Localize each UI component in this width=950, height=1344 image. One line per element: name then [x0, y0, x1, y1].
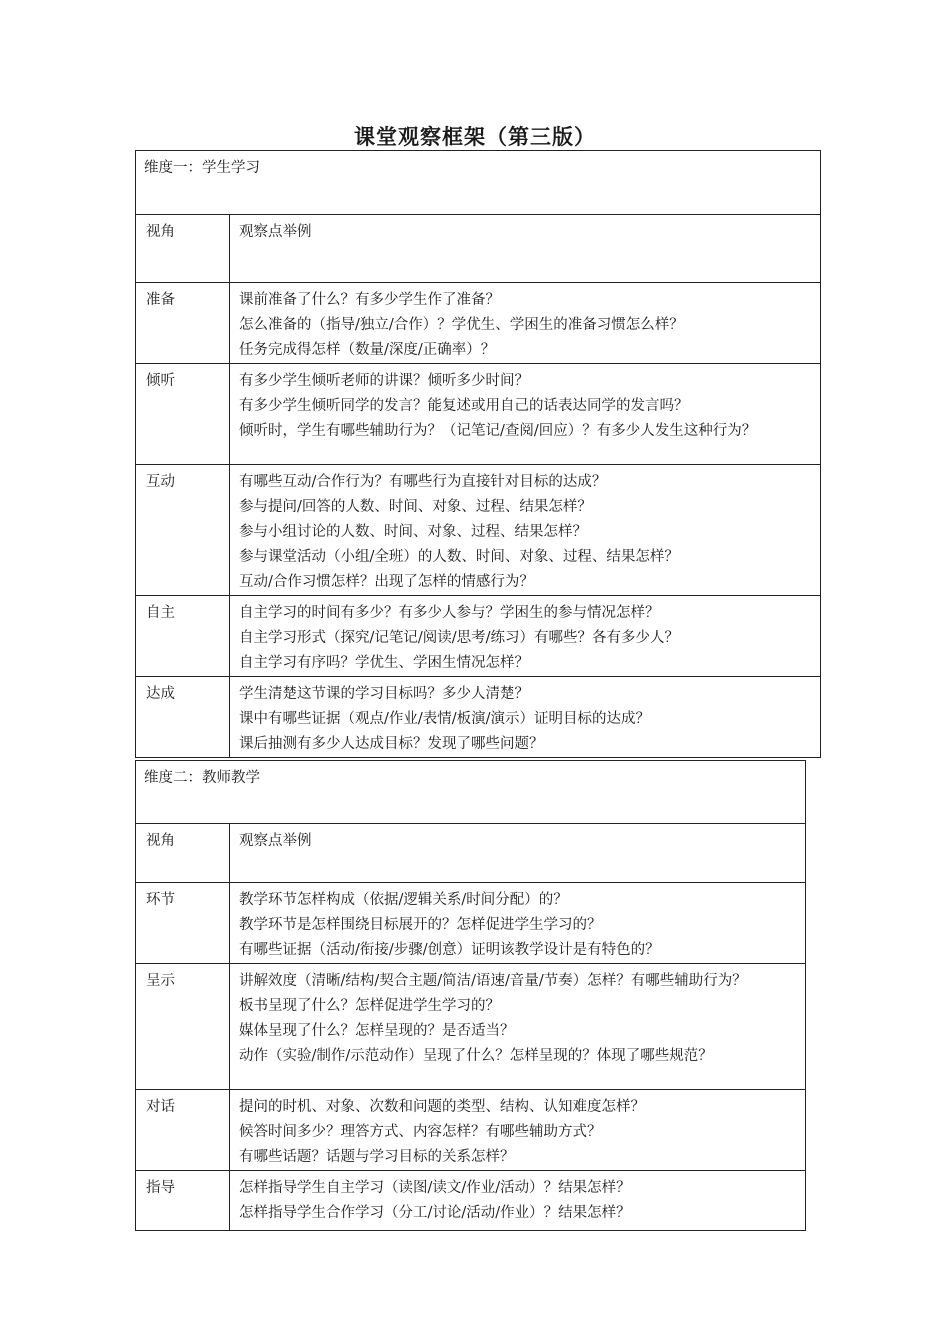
row-content [230, 964, 806, 1090]
observation-point: 有多少学生倾听同学的发言？能复述或用自己的话表达同学的发言吗？ [239, 398, 689, 414]
observation-point: 参与课堂活动（小组/全班）的人数、时间、对象、过程、结果怎样？ [239, 549, 679, 565]
observation-point: 教学环节是怎样围绕目标展开的？怎样促进学生学习的？ [239, 917, 602, 933]
observation-point: 怎么准备的（指导/独立/合作）？学优生、学困生的准备习惯怎么样？ [239, 317, 684, 333]
observation-point: 候答时间多少？理答方式、内容怎样？有哪些辅助方式？ [239, 1124, 602, 1140]
dimension-2-table [135, 760, 806, 1231]
table-row [136, 1090, 806, 1171]
observation-point: 有哪些互动/合作行为？有哪些行为直接针对目标的达成？ [239, 474, 607, 490]
observation-point: 倾听时，学生有哪些辅助行为？（记笔记/查阅/回应）？有多少人发生这种行为？ [239, 423, 757, 439]
observation-point: 参与小组讨论的人数、时间、对象、过程、结果怎样？ [239, 524, 587, 540]
perspective-header: 视角 [136, 215, 230, 283]
perspective-header: 视角 [136, 824, 230, 883]
row-content [230, 283, 821, 364]
observation-point: 板书呈现了什么？怎样促进学生学习的？ [239, 998, 500, 1014]
observation-point: 有哪些证据（活动/衔接/步骤/创意）证明该教学设计是有特色的？ [239, 942, 660, 958]
observation-point: 课前准备了什么？有多少学生作了准备？ [239, 292, 500, 308]
table-row [136, 677, 821, 758]
table-row [136, 964, 806, 1090]
row-content [230, 1090, 806, 1171]
observation-point: 怎样指导学生合作学习（分工/讨论/活动/作业）？结果怎样？ [239, 1205, 631, 1221]
dimension-heading: 维度二：教师教学 [136, 761, 806, 824]
row-label: 互动 [136, 465, 230, 596]
table-row [136, 883, 806, 964]
row-content [230, 1171, 806, 1231]
row-content [230, 596, 821, 677]
observation-point: 自主学习有序吗？学优生、学困生情况怎样？ [239, 655, 529, 671]
observation-point: 参与提问/回答的人数、时间、对象、过程、结果怎样？ [239, 499, 592, 515]
row-label: 达成 [136, 677, 230, 758]
table-row [136, 364, 821, 465]
row-content [230, 677, 821, 758]
observation-point: 有哪些话题？话题与学习目标的关系怎样？ [239, 1149, 515, 1165]
row-content [230, 465, 821, 596]
observation-point: 讲解效度（清晰/结构/契合主题/简洁/语速/音量/节奏）怎样？有哪些辅助行为？ [239, 973, 747, 989]
row-label: 自主 [136, 596, 230, 677]
observation-point: 教学环节怎样构成（依据/逻辑关系/时间分配）的？ [239, 892, 568, 908]
observation-point: 学生清楚这节课的学习目标吗？多少人清楚？ [239, 686, 529, 702]
observation-point: 课中有哪些证据（观点/作业/表情/板演/演示）证明目标的达成？ [239, 711, 651, 727]
observation-point: 动作（实验/制作/示范动作）呈现了什么？怎样呈现的？体现了哪些规范？ [239, 1048, 713, 1064]
table-row [136, 283, 821, 364]
table-row [136, 1171, 806, 1231]
observation-point: 互动/合作习惯怎样？出现了怎样的情感行为？ [239, 574, 534, 590]
observation-point: 课后抽测有多少人达成目标？发现了哪些问题？ [239, 736, 544, 752]
observation-point: 媒体呈现了什么？怎样呈现的？是否适当？ [239, 1023, 515, 1039]
dimension-heading: 维度一：学生学习 [136, 151, 821, 215]
row-label: 对话 [136, 1090, 230, 1171]
row-label: 环节 [136, 883, 230, 964]
row-label: 倾听 [136, 364, 230, 465]
row-content [230, 883, 806, 964]
observation-point: 任务完成得怎样（数量/深度/正确率）？ [239, 342, 496, 358]
row-label: 指导 [136, 1171, 230, 1231]
observation-point: 自主学习的时间有多少？有多少人参与？学困生的参与情况怎样？ [239, 605, 660, 621]
row-label: 准备 [136, 283, 230, 364]
observation-point: 怎样指导学生自主学习（读图/读文/作业/活动）？结果怎样？ [239, 1180, 631, 1196]
document-title: 课堂观察框架（第三版） [354, 124, 596, 149]
observation-point: 有多少学生倾听老师的讲课？倾听多少时间？ [239, 373, 529, 389]
table-row [136, 596, 821, 677]
observation-point: 提问的时机、对象、次数和问题的类型、结构、认知难度怎样？ [239, 1099, 645, 1115]
dimension-1-table [135, 150, 821, 758]
examples-header: 观察点举例 [230, 215, 821, 283]
observation-point: 自主学习形式（探究/记笔记/阅读/思考/练习）有哪些？各有多少人？ [239, 630, 680, 646]
row-content [230, 364, 821, 465]
table-row [136, 465, 821, 596]
row-label: 呈示 [136, 964, 230, 1090]
examples-header: 观察点举例 [230, 824, 806, 883]
